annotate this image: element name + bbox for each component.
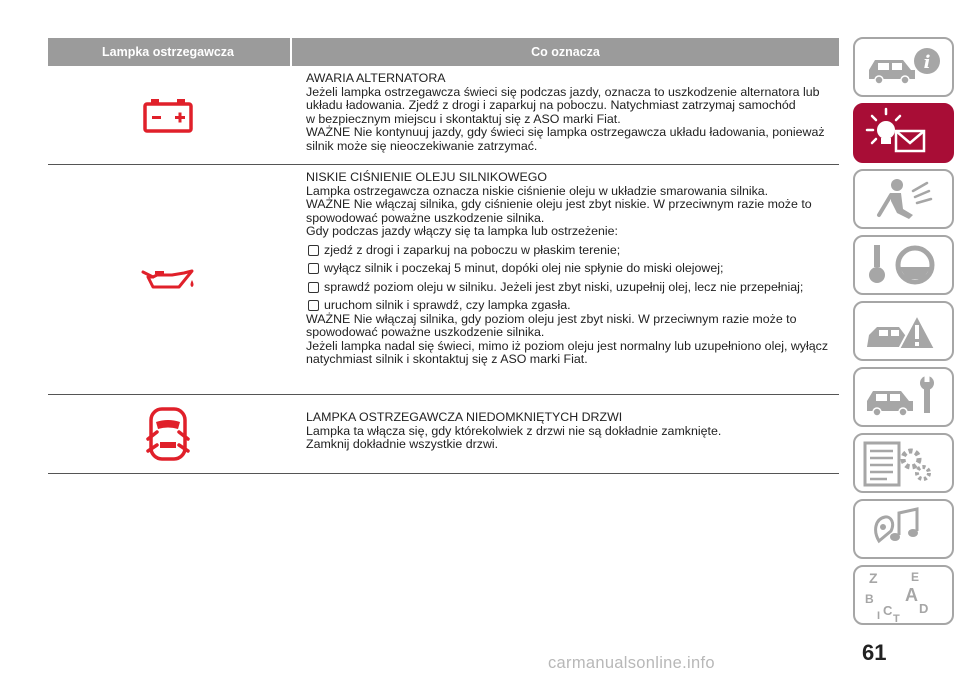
multimedia-tab[interactable] — [853, 499, 954, 559]
row-title: NISKIE CIŚNIENIE OLEJU SILNIKOWEGO — [306, 170, 547, 184]
index-letter: A — [905, 585, 918, 605]
checkbox-bullet-icon — [308, 245, 319, 256]
text-line: w bezpiecznym miejscu i skontaktuj się z ASO marki Fiat. — [306, 111, 621, 126]
row-title: AWARIA ALTERNATORA — [306, 71, 446, 85]
car-info-tab[interactable] — [853, 37, 954, 97]
column-header-meaning: Co oznacza — [531, 45, 600, 59]
checkbox-bullet-icon — [308, 282, 319, 293]
index-letter: T — [893, 613, 900, 623]
index-letter: Z — [869, 570, 878, 586]
car-wrench-icon — [855, 369, 952, 425]
battery-icon — [142, 97, 194, 133]
checkbox-bullet-icon — [308, 300, 319, 311]
page-number: 61 — [862, 640, 887, 665]
column-header-warning-light: Lampka ostrzegawcza — [102, 45, 234, 59]
svg-text:i: i — [923, 52, 931, 73]
music-note-icon — [855, 501, 952, 557]
list-item — [308, 262, 836, 276]
meaning-text — [306, 72, 836, 153]
text-line: Lampka ta włącza się, gdy którekolwiek z drzwi nie są dokładnie zamknięte. — [306, 423, 722, 438]
meaning-text — [306, 171, 836, 367]
text-line: Jeżeli lampka nadal się świeci, mimo iż poziom oleju jest normalny lub uzupełniono olej, wyłącz — [306, 338, 829, 353]
icon-cell — [48, 165, 288, 394]
text-line: układu ładowania. Zjedź z drogi i zaparkuj na poboczu. Natychmiast zatrzymaj samochód — [306, 98, 796, 112]
list-item-text: sprawdź poziom oleju w silniku. Jeżeli jest zbyt niski, uzupełnij olej, lecz nie przepełniaj; — [324, 279, 804, 294]
warning-light-message-icon — [855, 105, 952, 161]
table-row — [48, 165, 839, 395]
text-line: WAŻNE Nie włączaj silnika, gdy poziom oleju jest zbyt niski. W przeciwnym razie może to — [306, 311, 797, 326]
list-gears-icon — [855, 435, 952, 491]
index-letter: B — [865, 592, 874, 606]
maintenance-tab[interactable] — [853, 367, 954, 427]
list-item — [308, 299, 836, 313]
text-line: silnik może się nieoczekiwanie zatrzymać. — [306, 138, 538, 153]
row-title: LAMPKA OSTRZEGAWCZA NIEDOMKNIĘTYCH DRZWI — [306, 410, 623, 424]
list-item-text: uruchom silnik i sprawdź, czy lampka zgasła. — [324, 298, 571, 312]
car-info-icon — [855, 39, 952, 95]
warning-lights-tab[interactable] — [853, 103, 954, 163]
driving-tab[interactable] — [853, 235, 954, 295]
technical-data-tab[interactable] — [853, 433, 954, 493]
list-item — [308, 244, 836, 258]
icon-cell — [48, 395, 288, 473]
table-header — [48, 38, 839, 66]
index-tab[interactable] — [853, 565, 954, 625]
car-accident-icon — [855, 303, 952, 359]
index-letter: D — [919, 601, 929, 616]
index-letter: E — [911, 570, 920, 584]
emergency-tab[interactable] — [853, 301, 954, 361]
list-item-text: zjedź z drogi i zaparkuj na poboczu w płaskim terenie; — [324, 242, 621, 257]
checkbox-bullet-icon — [308, 263, 319, 274]
oil-can-icon — [139, 265, 197, 295]
table-row — [48, 395, 839, 474]
key-steering-wheel-icon — [855, 237, 952, 293]
text-line: Jeżeli lampka ostrzegawcza świeci się podczas jazdy, oznacza to uszkodzenie alternatora lub — [306, 84, 820, 99]
text-line: Zamknij dokładnie wszystkie drzwi. — [306, 437, 499, 451]
text-line: natychmiast silnik i skontaktuj się z ASO marki Fiat. — [306, 352, 588, 366]
list-item-text: wyłącz silnik i poczekaj 5 minut, dopóki olej nie spłynie do miski olejowej; — [324, 261, 724, 275]
text-line: Lampka ostrzegawcza oznacza niskie ciśnienie oleju w układzie smarowania silnika. — [306, 183, 769, 198]
alphabet-index-icon — [855, 567, 952, 623]
text-line: spowodować poważne uszkodzenie silnika. — [306, 210, 545, 225]
icon-cell — [48, 66, 288, 164]
watermark: carmanualsonline.info — [548, 654, 715, 672]
index-letter: I — [877, 610, 881, 622]
meaning-text — [306, 411, 836, 452]
text-line: WAŻNE Nie włączaj silnika, gdy ciśnienie oleju jest zbyt niskie. W przeciwnym razie może to — [306, 197, 812, 211]
text-line: WAŻNE Nie kontynuuj jazdy, gdy świeci się lampka ostrzegawcza układu ładowania, ponieważ — [306, 125, 825, 139]
table-row — [48, 66, 839, 165]
text-line: Gdy podczas jazdy włączy się ta lampka lub ostrzeżenie: — [306, 224, 618, 238]
text-line: spowodować poważne uszkodzenie silnika. — [306, 325, 545, 339]
airbag-seat-icon — [855, 171, 952, 227]
index-letter: C — [883, 603, 893, 618]
safety-tab[interactable] — [853, 169, 954, 229]
list-item — [308, 281, 836, 295]
door-open-icon — [145, 405, 191, 463]
